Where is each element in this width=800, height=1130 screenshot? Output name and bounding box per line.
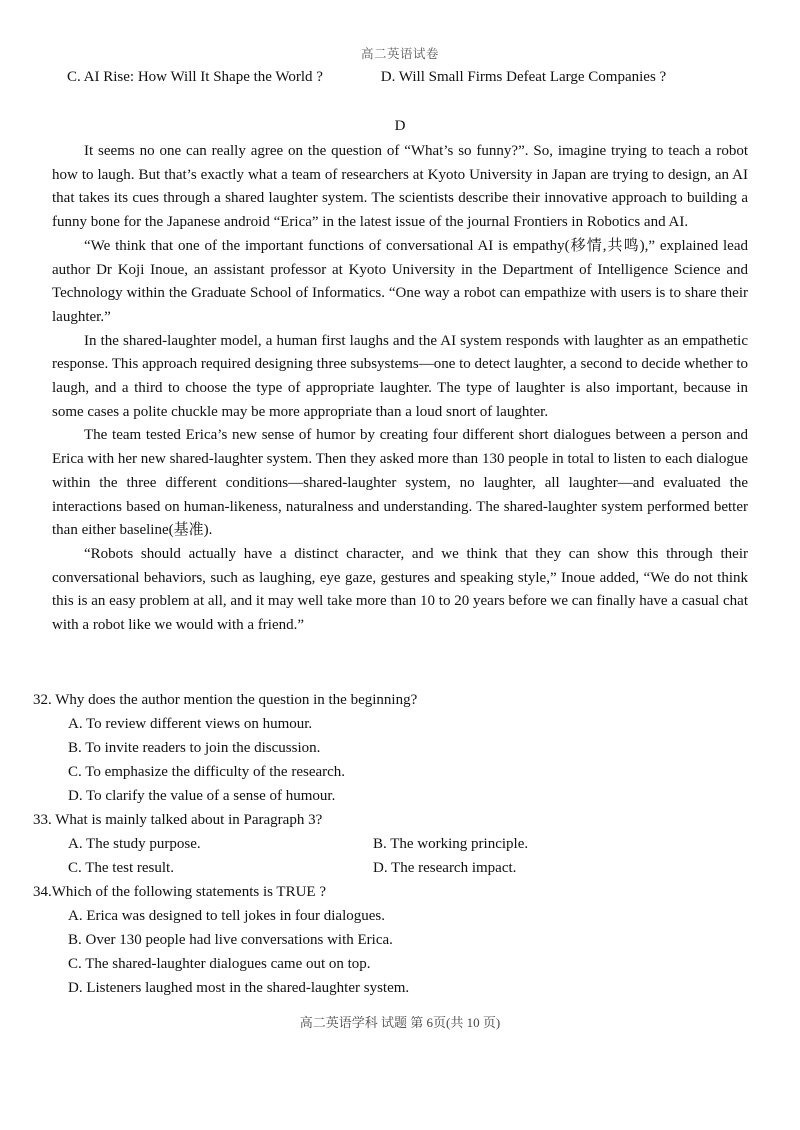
option-c: C. The test result. [68,860,174,876]
reading-passage [52,140,748,638]
question-stem: 33. What is mainly talked about in Paragraph 3? [33,812,323,828]
option-c: C. To emphasize the difficulty of the research. [68,764,346,780]
page-footer: 高二英语学科 试题 第 6页(共 10 页) [299,1015,501,1030]
paragraph-4: The team tested Erica’s new sense of humor by creating four different short dialogues between a person and Erica with her new shared-laughter system. Then they asked more than 130 people in total to listen to each dialogue within the three different conditions—shared-laughter system, no laughter, all laughter—and evaluated the interactions based on human-likeness, naturalness and understanding. The shared-laughter system performed better than either baseline(基准). [52,427,748,539]
option-a: A. The study purpose. [68,836,201,852]
paragraph-5: “Robots should actually have a distinct character, and we think that they can show this through their conversational behaviors, such as laughing, eye gaze, gestures and speaking style,” Inoue added, “We do not think this is an easy problem at all, and it may well take more than 10 to 20 years before we can finally have a casual chat with a robot like we would with a friend.” [52,545,748,634]
question-stem: 32. Why does the author mention the question in the beginning? [33,692,418,708]
page-header: 高二英语试卷 [360,47,439,61]
option-d: D. Listeners laughed most in the shared-laughter system. [68,980,410,996]
option-b: B. The working principle. [373,836,529,852]
question-list [33,688,748,1000]
option-d: D. The research impact. [373,860,517,876]
question-33 [33,808,748,880]
paragraph-2: “We think that one of the important functions of conversational AI is empathy(移情,共鸣),” explained lead author Dr Koji Inoue, an assistant professor at Kyoto University in the Department of Intelligence Science and Technology within the Graduate School of Informatics. “One way a robot can empathize with users is to share their laughter.” [52,237,748,325]
option-row [68,832,748,856]
option-b: B. Over 130 people had live conversations with Erica. [68,932,393,948]
paragraph-3: In the shared-laughter model, a human first laughs and the AI system responds with laughter as an empathetic response. This approach required designing three subsystems—one to detect laughter, a second to decide whether to laugh, and a third to choose the type of appropriate laughter. The type of laughter is also important, because in some cases a polite chuckle may be more appropriate than a loud snort of laughter. [52,332,748,420]
option-a: A. Erica was designed to tell jokes in four dialogues. [68,908,386,924]
question-stem: 34.Which of the following statements is TRUE ? [33,884,327,900]
previous-question-options [67,69,666,86]
option-a: A. To review different views on humour. [68,716,313,732]
option-row [68,856,748,880]
option-c: C. AI Rise: How Will It Shape the World ? [67,69,323,85]
question-32 [33,688,748,808]
option-d: D. To clarify the value of a sense of humour. [68,788,336,804]
section-title: D [394,118,406,134]
paragraph-1: It seems no one can really agree on the question of “What’s so funny?”. So, imagine trying to teach a robot how to laugh. But that’s exactly what a team of researchers at Kyoto University in Japan are trying to design, an AI that takes its cues through a shared laughter system. The scientists describe their innovative approach to building a funny bone for the Japanese android “Erica” in the latest issue of the journal Frontiers in Robotics and AI. [52,143,748,231]
option-d: D. Will Small Firms Defeat Large Companies ? [380,69,667,85]
option-c: C. The shared-laughter dialogues came out on top. [68,956,371,972]
option-b: B. To invite readers to join the discussion. [68,740,321,756]
question-34 [33,880,748,1000]
